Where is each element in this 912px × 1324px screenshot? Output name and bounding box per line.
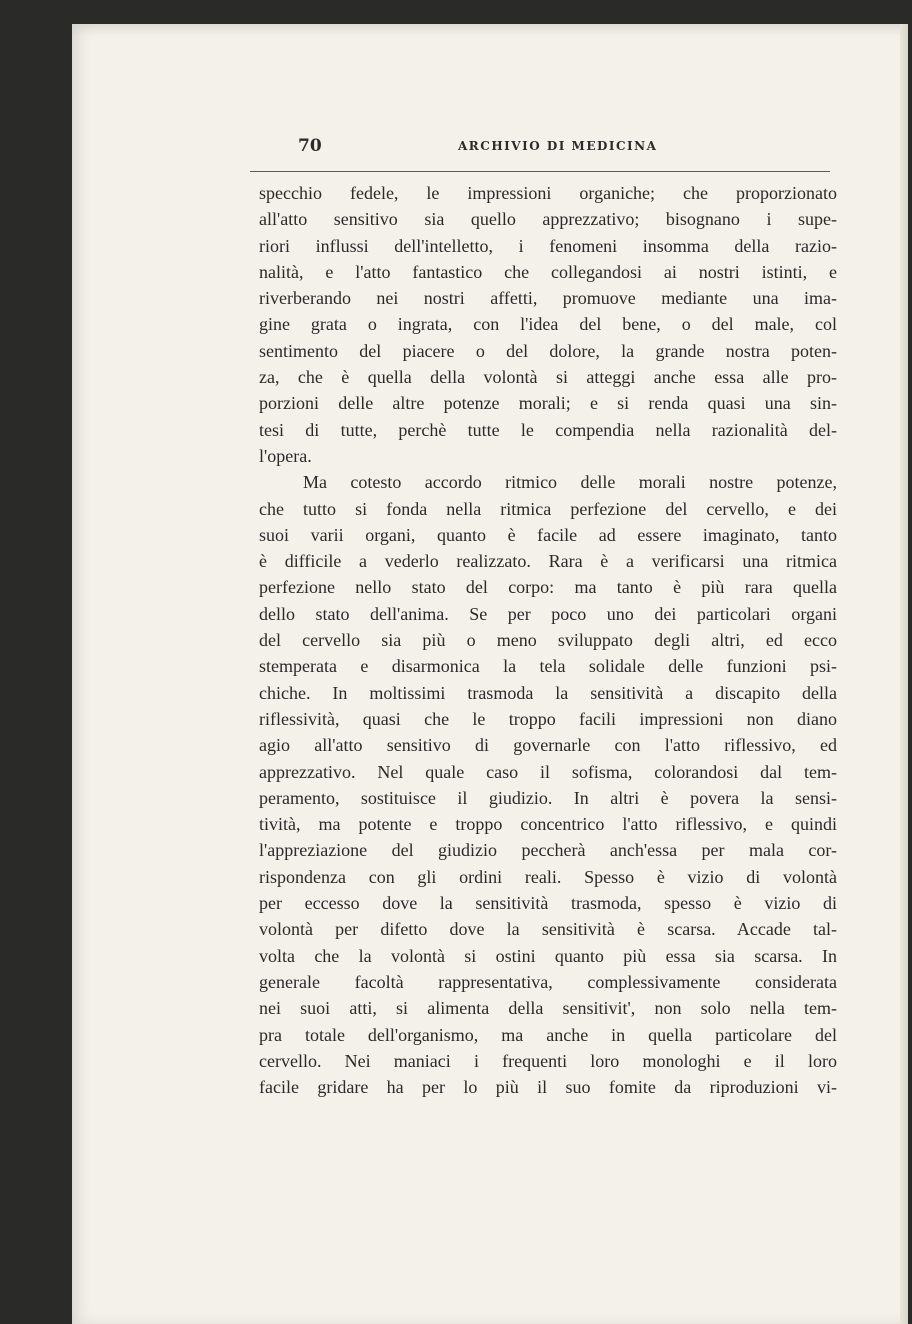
text-line: volontà per difetto dove la sensitività è scarsa. Accade tal- xyxy=(259,919,837,940)
text-line: rispondenza con gli ordini reali. Spesso è vizio di volontà xyxy=(259,866,837,887)
text-line: gine grata o ingrata, con l'idea del bene, o del male, col xyxy=(259,314,837,335)
text-line: specchio fedele, le impressioni organiche; che proporzionato xyxy=(259,183,837,203)
text-line: l'appreziazione del giudizio peccherà anch'essa per mala cor- xyxy=(259,840,837,861)
text-line: volta che la volontà si ostini quanto più essa sia scarsa. In xyxy=(259,945,837,966)
text-line: za, che è quella della volontà si atteggi anche essa alle pro- xyxy=(259,367,837,388)
text-line: è difficile a vederlo realizzato. Rara è a verificarsi una ritmica xyxy=(259,551,837,572)
paragraph-2 xyxy=(259,469,837,1100)
header-rule xyxy=(250,171,830,172)
text-line: del cervello sia più o meno sviluppato degli altri, ed ecco xyxy=(259,630,837,651)
text-line: perfezione nello stato del corpo: ma tanto è più rara quella xyxy=(259,577,837,598)
text-line: agio all'atto sensitivo di governarle con l'atto riflessivo, ed xyxy=(259,735,837,756)
text-line: tività, ma potente e troppo concentrico l'atto riflessivo, e quindi xyxy=(259,814,837,835)
text-line: riflessività, quasi che le troppo facili impressioni non diano xyxy=(259,708,837,729)
text-line: nalità, e l'atto fantastico che collegandosi ai nostri istinti, e xyxy=(259,261,837,282)
page-edge xyxy=(900,24,908,1324)
running-head: ARCHIVIO DI MEDICINA xyxy=(458,139,658,153)
page-number: 70 xyxy=(298,136,322,156)
text-line: facile gridare ha per lo più il suo fomite da riproduzioni vi- xyxy=(259,1077,837,1098)
text-line: l'opera. xyxy=(259,445,312,466)
text-line: tesi di tutte, perchè tutte le compendia nella razionalità del- xyxy=(259,419,837,440)
text-line: dello stato dell'anima. Se per poco uno dei particolari organi xyxy=(259,603,837,624)
text-line: stemperata e disarmonica la tela solidale delle funzioni psi- xyxy=(259,656,837,677)
text-line: cervello. Nei maniaci i frequenti loro monologhi e il loro xyxy=(259,1050,837,1071)
text-line: nei suoi atti, si alimenta della sensitivit', non solo nella tem- xyxy=(259,998,837,1019)
text-line: peramento, sostituisce il giudizio. In altri è povera la sensi- xyxy=(259,787,837,808)
text-line: apprezzativo. Nel quale caso il sofisma, colorandosi dal tem- xyxy=(259,761,837,782)
text-line: che tutto si fonda nella ritmica perfezione del cervello, e dei xyxy=(259,498,837,519)
text-line: per eccesso dove la sensitività trasmoda, spesso è vizio di xyxy=(259,893,837,914)
page-header xyxy=(298,136,668,160)
text-line: porzioni delle altre potenze morali; e si renda quasi una sin- xyxy=(259,393,837,414)
text-line: all'atto sensitivo sia quello apprezzativo; bisognano i supe- xyxy=(259,209,837,230)
text-line: pra totale dell'organismo, ma anche in quella particolare del xyxy=(259,1024,837,1045)
text-line: riverberando nei nostri affetti, promuove mediante una ima- xyxy=(259,288,837,309)
text-line: sentimento del piacere o del dolore, la grande nostra poten- xyxy=(259,340,837,361)
text-line: generale facoltà rappresentativa, complessivamente considerata xyxy=(259,971,837,992)
text-line: suoi varii organi, quanto è facile ad essere imaginato, tanto xyxy=(259,524,837,545)
text-line: chiche. In moltissimi trasmoda la sensitività a discapito della xyxy=(259,682,837,703)
text-line: Ma cotesto accordo ritmico delle morali nostre potenze, xyxy=(303,472,837,493)
body-text xyxy=(259,180,837,1100)
text-line: riori influssi dell'intelletto, i fenomeni insomma della razio- xyxy=(259,235,837,256)
paragraph-1 xyxy=(259,180,837,469)
